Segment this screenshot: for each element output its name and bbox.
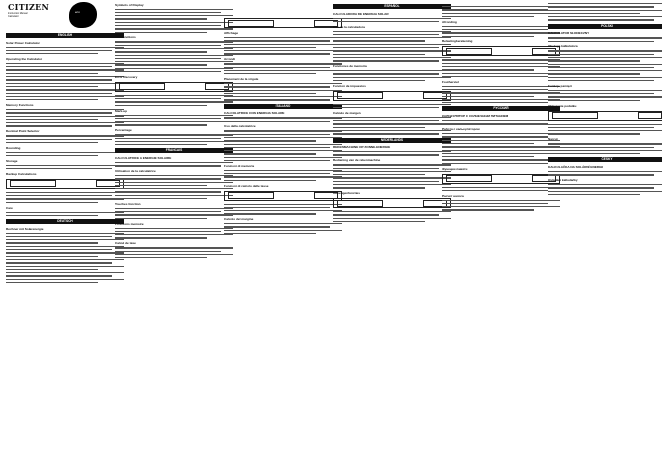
section-heading: Tax Functions bbox=[115, 35, 136, 40]
section-heading: Bediening van de rekenmachine bbox=[333, 158, 381, 163]
section-heading: Symbols of Display bbox=[115, 2, 144, 7]
section-heading: Foutherstel bbox=[442, 79, 459, 84]
section-heading: Funcion de impuestos bbox=[333, 83, 366, 88]
calculation-table bbox=[224, 191, 342, 201]
section-heading: Solar Power Calculator bbox=[6, 40, 40, 45]
section-heading: Calcolo del margine bbox=[224, 217, 254, 222]
section-band-espanol: ESPAÑOL bbox=[333, 4, 451, 9]
section-band-russian: РУССКИЙ bbox=[442, 106, 560, 111]
calculation-table bbox=[548, 111, 662, 121]
section-heading: Touches fonction bbox=[115, 201, 141, 206]
section-heading: Belastingberekening bbox=[442, 39, 473, 44]
section-heading: CALCULATRICE A ENERGIE SOLAIRE bbox=[115, 155, 172, 160]
section-heading: Care bbox=[6, 205, 13, 210]
section-heading: Работа с калькулятором bbox=[442, 127, 480, 132]
section-heading: Rounding bbox=[6, 145, 21, 150]
section-band-deutsch: DEUTSCH bbox=[6, 219, 124, 224]
section-heading: Narzut bbox=[548, 137, 558, 142]
section-heading: Obliczanie podatku bbox=[548, 103, 577, 108]
section-heading: Backup Calculations bbox=[6, 171, 37, 176]
section-heading: Uso de la calculadora bbox=[333, 24, 365, 29]
section-heading: Calcul de taxe bbox=[115, 241, 136, 246]
section-heading: Geheugenfuncties bbox=[333, 191, 360, 196]
section-heading: Ovládání kalkulačky bbox=[548, 178, 578, 182]
section-band-francais: FRANCAIS bbox=[115, 148, 233, 153]
section-heading: Mark-up bbox=[115, 108, 128, 113]
section-heading: Funzioni di calcolo delle tasse bbox=[224, 183, 269, 188]
section-heading: KALKULATOR SŁONECZNY bbox=[548, 31, 590, 36]
section-band-english: ENGLISH bbox=[6, 33, 124, 38]
column-english bbox=[6, 0, 124, 468]
section-heading: Fonctions memoire bbox=[115, 221, 144, 226]
section-heading: REKENMACHINE OP ZONNE-ENERGIE bbox=[333, 145, 391, 150]
section-heading: Placement de la virgule bbox=[224, 76, 259, 81]
section-heading: Calculo de margen bbox=[333, 110, 361, 115]
column-2 bbox=[115, 0, 233, 468]
section-band-nederlands: NEDERLANDS bbox=[333, 138, 451, 143]
section-band-italiano: ITALIANO bbox=[224, 104, 342, 109]
calculation-table bbox=[333, 198, 451, 208]
column-5 bbox=[442, 0, 560, 468]
section-heading: Utilisation de la calculatrice bbox=[115, 169, 156, 173]
section-heading: Error Recovery bbox=[115, 74, 138, 79]
section-heading: Funciones de memoria bbox=[333, 64, 367, 69]
section-heading: Funkcje pamięci bbox=[548, 83, 573, 88]
section-heading: Percentage bbox=[115, 128, 132, 133]
calculation-table bbox=[442, 46, 560, 56]
calculation-table bbox=[115, 82, 233, 92]
brand-logo: CITIZEN bbox=[8, 2, 50, 12]
column-3 bbox=[224, 0, 342, 468]
eco-badge-icon: eco bbox=[69, 2, 97, 28]
section-heading: Operating the Calculator bbox=[6, 56, 43, 61]
column-4 bbox=[333, 0, 451, 468]
section-heading: Decimal Point Selector bbox=[6, 129, 40, 134]
section-heading: Функции памяти bbox=[442, 166, 468, 171]
calculation-table bbox=[6, 179, 124, 189]
calculation-table bbox=[333, 91, 451, 101]
section-heading: Memory Functions bbox=[6, 102, 34, 107]
section-heading: Obsługa kalkulatora bbox=[548, 44, 578, 49]
section-heading: Storage bbox=[6, 158, 18, 163]
section-heading: Расчёт налога bbox=[442, 193, 464, 198]
section-band-cesky: ČESKY bbox=[548, 157, 662, 162]
section-heading: КАЛЬКУЛЯТОР С СОЛНЕЧНЫМ ПИТАНИЕМ bbox=[442, 113, 509, 118]
calculation-table bbox=[442, 174, 560, 184]
section-heading: CALCULADORA DE ENERGIA SOLAR bbox=[333, 11, 389, 16]
column-6 bbox=[548, 0, 662, 468]
section-heading: CALCOLATRICE CON ENERGIA SOLARE bbox=[224, 111, 285, 116]
section-heading: Funzioni di memoria bbox=[224, 163, 255, 168]
section-heading: Affichage bbox=[224, 31, 239, 35]
calculation-table bbox=[224, 18, 342, 28]
section-heading: Rechner mit Solarenergie bbox=[6, 226, 44, 231]
section-heading: Afronding bbox=[442, 19, 457, 24]
section-heading: KALKULAČKA NA SOLÁRNÍ ENERGII bbox=[548, 164, 604, 169]
section-heading: Uso della calcolatrice bbox=[224, 124, 256, 129]
section-band-polski: POLSKI bbox=[548, 24, 662, 29]
brand-tagline-2: Calculator bbox=[8, 15, 19, 18]
brand-tagline-1: Instruction Manual bbox=[8, 12, 28, 15]
section-heading: Arrondi bbox=[224, 57, 236, 62]
